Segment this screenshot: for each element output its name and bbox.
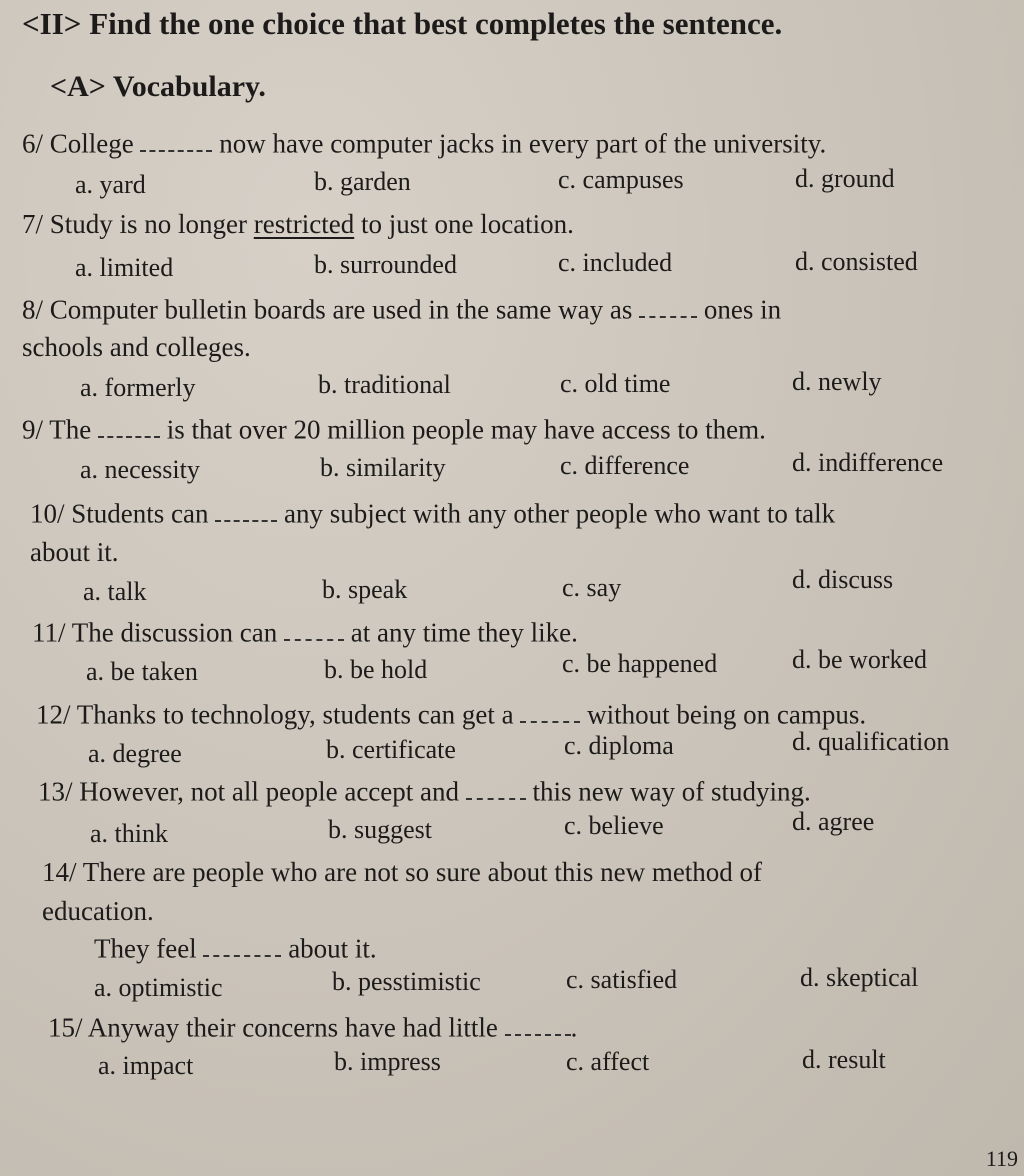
q6-option-a: a. yard (75, 170, 146, 199)
question-7-stem-end: to just one location. (360, 209, 574, 239)
q9-option-a: a. necessity (80, 455, 200, 484)
q8-option-c: c. old time (560, 369, 671, 398)
question-12 (36, 697, 866, 731)
q14-option-d: d. skeptical (800, 963, 919, 992)
q9-option-b: b. similarity (320, 453, 446, 482)
question-6-blank (140, 126, 212, 152)
q13-option-a: a. think (90, 819, 168, 848)
question-10 (30, 496, 835, 530)
question-10-stem-end: any subject with any other people who want to talk (283, 498, 836, 529)
question-9-stem-start: 9/ The (22, 414, 92, 445)
q6-option-c: c. campuses (558, 165, 684, 194)
question-10-blank (215, 496, 277, 522)
q13-option-c: c. believe (564, 811, 664, 840)
section-title: <A> Vocabulary. (50, 70, 266, 103)
question-8 (22, 292, 781, 326)
question-15-stem-start: 15/ Anyway their concerns have had little (48, 1012, 498, 1043)
q9-option-c: c. difference (560, 451, 690, 480)
question-14-second-line (94, 931, 377, 965)
question-9 (22, 412, 766, 446)
q13-option-d: d. agree (792, 807, 875, 836)
page-number: 119 (985, 1146, 1018, 1171)
q10-option-b: b. speak (322, 575, 408, 604)
question-6-stem-end: now have computer jacks in every part of the university. (219, 128, 827, 159)
q11-option-b: b. be hold (324, 655, 428, 684)
question-14-blank (203, 931, 281, 957)
question-6 (22, 126, 826, 160)
question-13-stem-start: 13/ However, not all people accept and (38, 776, 460, 807)
question-15-blank (505, 1010, 571, 1036)
q8-option-b: b. traditional (318, 370, 451, 399)
q11-option-c: c. be happened (562, 649, 718, 678)
question-11 (32, 615, 578, 649)
question-12-blank (520, 697, 580, 723)
question-12-stem-start: 12/ Thanks to technology, students can get a (36, 699, 514, 730)
question-8-stem-start: 8/ Computer bulletin boards are used in the same way as (22, 294, 633, 325)
q7-option-c: c. included (558, 248, 673, 277)
question-12-stem-end: without being on campus. (587, 699, 867, 730)
q15-option-c: c. affect (566, 1047, 650, 1076)
q15-option-d: d. result (802, 1045, 886, 1074)
q7-option-d: d. consisted (795, 247, 918, 276)
q10-option-a: a. talk (83, 577, 147, 606)
q7-option-b: b. surrounded (314, 250, 457, 279)
q12-option-c: c. diploma (564, 731, 674, 760)
question-9-blank (98, 412, 160, 438)
question-7-underlined-word: restricted (253, 209, 355, 239)
question-8-stem-end: ones in (703, 294, 782, 325)
question-15-stem-end: . (570, 1012, 578, 1043)
q11-option-a: a. be taken (86, 657, 198, 686)
question-6-stem-start: 6/ College (22, 128, 134, 159)
question-10-stem-start: 10/ Students can (30, 498, 209, 529)
question-13-stem-end: this new way of studying. (532, 776, 811, 807)
question-11-blank (284, 615, 344, 641)
q7-option-a: a. limited (75, 253, 174, 282)
q9-option-d: d. indifference (792, 448, 944, 477)
question-11-stem-start: 11/ The discussion can (32, 617, 278, 648)
q14-option-a: a. optimistic (94, 973, 223, 1002)
q15-option-b: b. impress (334, 1047, 441, 1076)
q13-option-b: b. suggest (328, 815, 432, 844)
q8-option-a: a. formerly (80, 373, 196, 402)
question-8-blank (639, 292, 697, 318)
q6-option-d: d. ground (795, 164, 895, 193)
q15-option-a: a. impact (98, 1051, 194, 1080)
q10-option-c: c. say (562, 573, 622, 602)
question-7 (22, 208, 574, 240)
part-title: <II> Find the one choice that best completes the sentence. (22, 6, 783, 41)
question-13 (38, 774, 811, 808)
question-8-continuation: schools and colleges. (22, 332, 251, 362)
q8-option-d: d. newly (792, 367, 882, 396)
question-10-continuation: about it. (30, 537, 119, 567)
question-13-blank (466, 774, 526, 800)
q12-option-b: b. certificate (326, 735, 456, 764)
q14-option-c: c. satisfied (566, 965, 678, 994)
q11-option-d: d. be worked (792, 645, 928, 674)
question-11-stem-end: at any time they like. (350, 617, 578, 648)
question-14: 14/ There are people who are not so sure about this new method of (42, 857, 763, 887)
q14-option-b: b. pesstimistic (332, 967, 481, 996)
q12-option-d: d. qualification (792, 727, 950, 756)
q12-option-a: a. degree (88, 739, 182, 768)
question-9-stem-end: is that over 20 million people may have access to them. (166, 414, 766, 445)
q10-option-d: d. discuss (792, 565, 894, 594)
question-14-continuation: education. (42, 896, 154, 926)
question-15 (48, 1010, 577, 1044)
question-14-second-line-start: They feel (94, 933, 197, 964)
q6-option-b: b. garden (314, 167, 411, 196)
question-14-second-line-end: about it. (288, 933, 377, 964)
question-7-stem-start: 7/ Study is no longer (22, 209, 248, 239)
